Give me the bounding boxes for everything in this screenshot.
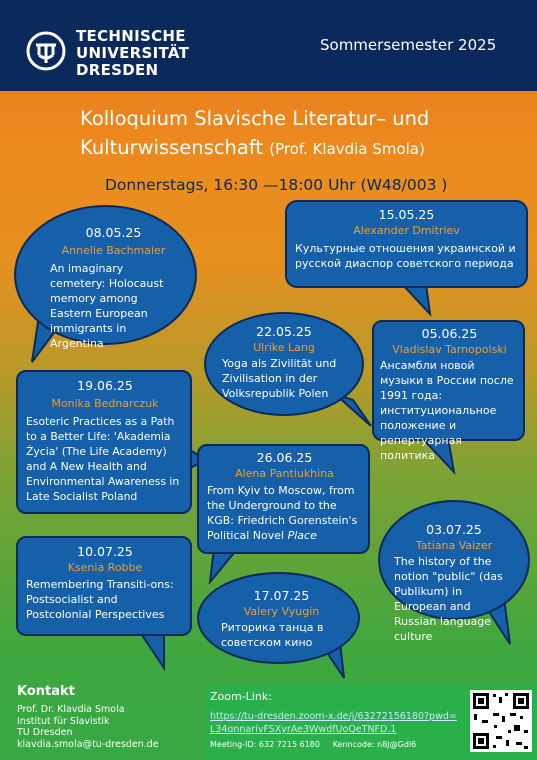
university-name: TECHNISCHE UNIVERSITÄT DRESDEN <box>76 27 190 79</box>
talk-bubble <box>372 320 525 462</box>
talk-speaker: Alena Pantiukhina <box>235 467 334 480</box>
talk-speaker: Tatiana Vaizer <box>415 539 493 552</box>
bubble-tail <box>140 632 170 672</box>
meeting-passcode: Kenncode: n8J@Gdl6 <box>332 740 417 749</box>
qr-code-icon[interactable] <box>470 690 532 752</box>
tu-dresden-logo-icon <box>26 31 66 71</box>
talk-bubble <box>16 536 192 636</box>
talk-topic-italic: Place <box>287 529 317 542</box>
meeting-id: Meeting-ID: 632 7215 6180 <box>210 740 320 749</box>
contact-university: TU Dresden <box>17 727 73 738</box>
talk-topic: Риторика танца в советском кино <box>221 621 324 649</box>
talk-bubble <box>14 205 197 350</box>
zoom-label: Zoom-Link: <box>210 690 272 703</box>
talk-bubble <box>197 444 370 554</box>
talk-topic: Культурные отношения украинской и русской диаспор советского периода <box>295 242 516 270</box>
talk-speaker: Ksenia Robbe <box>67 561 143 574</box>
talk-date: 26.06.25 <box>256 450 313 465</box>
talk-speaker: Vladislav Tarnopolski <box>392 343 507 356</box>
talk-speaker: Alexander Dmitriev <box>353 224 460 237</box>
talk-date: 19.06.25 <box>77 378 133 393</box>
talk-topic: Yoga als Zivilität und Zivilisation in der Volksrepublik Polen <box>222 357 337 400</box>
header-bar <box>0 0 537 91</box>
talk-date: 08.05.25 <box>85 225 142 240</box>
talk-date: 22.05.25 <box>256 324 312 339</box>
talk-bubble <box>197 572 360 664</box>
title-professor: (Prof. Klavdia Smola) <box>269 140 425 158</box>
talk-topic-text: From Kyiv to Moscow, from the Underground to the KGB: Friedrich Gorenstein's Political Novel <box>207 484 358 542</box>
contact-details <box>17 704 159 750</box>
talk-date: 17.07.25 <box>253 588 310 603</box>
semester-label: Sommersemester 2025 <box>320 36 497 54</box>
talk-speaker: Valery Vyugin <box>243 605 320 618</box>
zoom-link[interactable]: https://tu-dresden.zoom-x.de/j/63272156180?pwd=L34qnnarivFSXyrAe3WwdfUoQeTNFD.1 <box>210 711 457 735</box>
talk-bubble <box>16 370 192 514</box>
talk-bubble <box>204 312 364 416</box>
talk-date: 10.07.25 <box>77 544 133 559</box>
talk-topic <box>207 483 362 543</box>
contact-name: Prof. Dr. Klavdia Smola <box>17 704 125 715</box>
page-title <box>80 104 520 164</box>
talk-speaker: Ulrike Lang <box>253 341 315 354</box>
talk-topic: The history of the notion "public" (das Publikum) in European and Russian language culture <box>394 555 503 643</box>
talk-topic: Esoteric Practices as a Path to a Better Life: 'Akademia Życia' (The Life Academy) and A New Health and Environmental Awareness in Late Socialist Poland <box>26 415 180 503</box>
title-line1: Kolloquium Slavische Literatur– und <box>80 107 430 130</box>
talk-topic: Ансамбли новой музыки в России после 1991 года: институциональное положение и репертуарная политика <box>380 359 514 462</box>
contact-heading: Kontakt <box>17 684 75 699</box>
talk-speaker: Annelie Bachmaier <box>61 244 166 257</box>
talk-date: 05.06.25 <box>421 326 478 341</box>
bubble-tail <box>400 284 440 318</box>
talk-date: 15.05.25 <box>378 207 435 222</box>
talk-topic: Remembering Transiti-ons: Postsocialist and Postcolonial Perspectives <box>26 578 174 621</box>
schedule-subtitle: Donnerstags, 16:30 —18:00 Uhr (W48/003 ) <box>105 176 448 194</box>
talk-bubble <box>285 200 528 288</box>
contact-email[interactable]: klavdia.smola@tu-dresden.de <box>17 738 159 750</box>
talk-date: 03.07.25 <box>426 522 482 537</box>
talk-bubble <box>378 500 530 643</box>
talk-topic: An imaginary cemetery: Holocaust memory among Eastern European immigrants in Argentina <box>50 262 164 350</box>
title-line2: Kulturwissenschaft <box>80 136 264 159</box>
talk-speaker: Monika Bednarczuk <box>51 397 159 410</box>
contact-institute: Institut für Slavistik <box>17 715 110 727</box>
meeting-info <box>210 740 416 749</box>
